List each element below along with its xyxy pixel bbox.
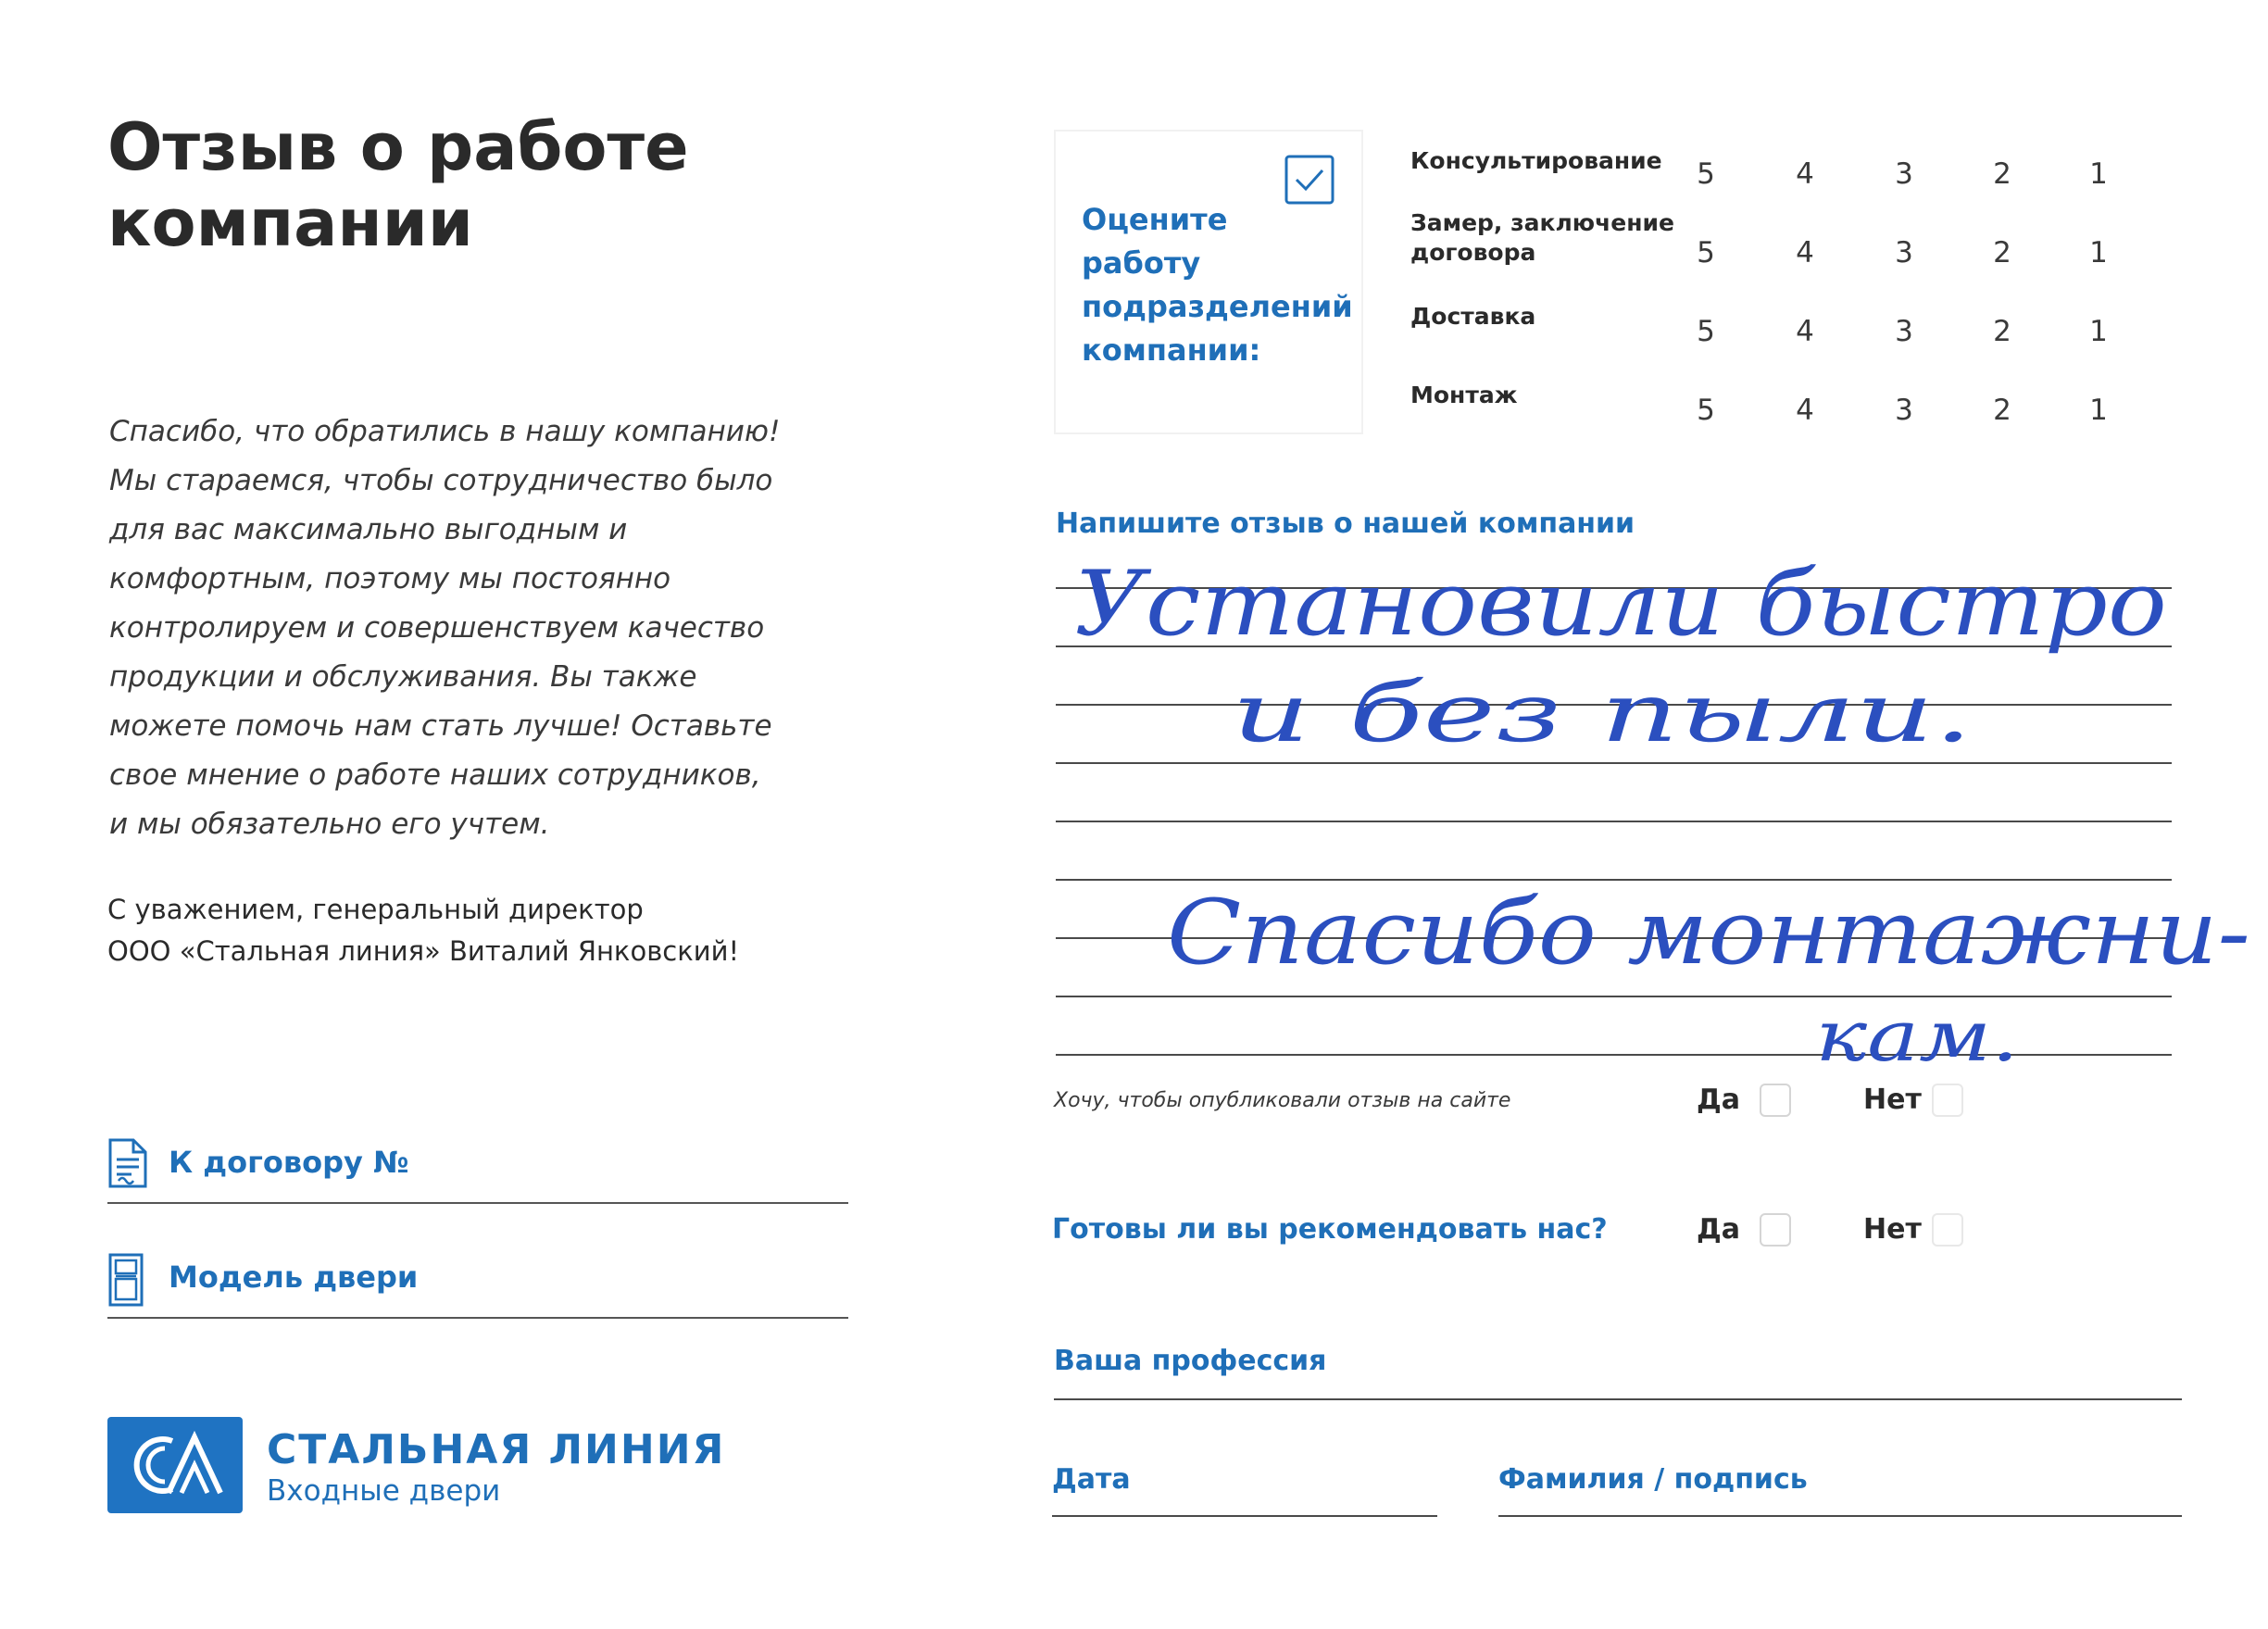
profession-label: Ваша профессия: [1054, 1345, 1327, 1377]
publish-no-label: Нет: [1863, 1084, 1922, 1116]
contract-field[interactable]: [107, 1137, 848, 1193]
profession-field[interactable]: [1054, 1398, 2182, 1400]
contract-label: К договору №: [169, 1145, 409, 1180]
recommend-yes-label: Да: [1697, 1213, 1740, 1246]
page-title-line-1: Отзыв о работе: [107, 109, 689, 185]
score-option[interactable]: 4: [1796, 236, 1814, 269]
intro-line: контролируем и совершенствуем качество: [109, 611, 765, 645]
publish-no-checkbox[interactable]: [1932, 1084, 1963, 1117]
recommend-no-label: Нет: [1863, 1213, 1922, 1246]
rating-title-line: компании:: [1082, 332, 1261, 368]
intro-text: [109, 407, 850, 849]
score-option[interactable]: 3: [1895, 394, 1913, 427]
score-option[interactable]: 4: [1796, 394, 1814, 427]
intro-line: Спасибо, что обратились в нашу компанию!: [109, 415, 781, 448]
page-title: [107, 109, 756, 261]
door-icon: [107, 1252, 144, 1312]
recommend-question: Готовы ли вы рекомендовать нас?: [1052, 1213, 1608, 1246]
handwriting-line: Установили быстро: [1074, 552, 2167, 656]
publish-question: Хочу, чтобы опубликовали отзыв на сайте: [1054, 1089, 1511, 1112]
handwriting-line: кам.: [1815, 995, 2019, 1074]
score-option[interactable]: 2: [1993, 394, 2011, 427]
category-label: Замер, заключение: [1410, 209, 1674, 236]
regards-line-1: С уважением, генеральный директор: [107, 894, 644, 925]
rating-category-delivery: [1410, 302, 1679, 332]
company-logo-icon: [107, 1417, 243, 1513]
regards-line-2: ООО «Стальная линия» Виталий Янковский!: [107, 935, 740, 967]
recommend-yes-checkbox[interactable]: [1760, 1213, 1791, 1247]
score-option[interactable]: 4: [1796, 315, 1814, 348]
score-option[interactable]: 2: [1993, 315, 2011, 348]
rating-title-line: работу: [1082, 245, 1201, 281]
intro-line: свое мнение о работе наших сотрудников,: [109, 758, 761, 792]
rating-title: [1082, 198, 1378, 372]
signature-label: Фамилия / подпись: [1498, 1463, 1808, 1496]
rating-title-line: Оцените: [1082, 202, 1228, 237]
review-handwriting[interactable]: [1056, 519, 2260, 1074]
score-option[interactable]: 1: [2089, 315, 2108, 348]
category-label: Консультирование: [1410, 147, 1662, 174]
category-label: договора: [1410, 239, 1536, 266]
intro-line: и мы обязательно его учтем.: [109, 808, 550, 841]
rating-title-line: подразделений: [1082, 289, 1353, 324]
rating-category-installation: [1410, 381, 1679, 410]
door-model-underline: [107, 1317, 848, 1319]
review-title: Напишите отзыв о нашей компании: [1056, 507, 1635, 540]
rating-category-measurement: [1410, 208, 1679, 268]
door-model-label: Модель двери: [169, 1259, 419, 1295]
score-option[interactable]: 5: [1697, 157, 1715, 191]
score-option[interactable]: 2: [1993, 236, 2011, 269]
publish-yes-label: Да: [1697, 1084, 1740, 1116]
signature-field[interactable]: [1498, 1515, 2182, 1517]
score-option[interactable]: 4: [1796, 157, 1814, 191]
publish-yes-checkbox[interactable]: [1760, 1084, 1791, 1117]
score-option[interactable]: 1: [2089, 236, 2108, 269]
score-option[interactable]: 3: [1895, 236, 1913, 269]
page-title-line-2: компании: [107, 185, 473, 261]
logo-subtitle: Входные двери: [267, 1474, 501, 1508]
intro-line: продукции и обслуживания. Вы также: [109, 660, 697, 694]
door-model-field[interactable]: [107, 1252, 848, 1308]
score-option[interactable]: 1: [2089, 157, 2108, 191]
intro-line: для вас максимально выгодным и: [109, 513, 628, 546]
score-option[interactable]: 5: [1697, 315, 1715, 348]
regards-block: [107, 889, 904, 972]
intro-line: Мы стараемся, чтобы сотрудничество было: [109, 464, 773, 497]
logo-name: СТАЛЬНАЯ ЛИНИЯ: [267, 1426, 726, 1473]
score-option[interactable]: 3: [1895, 157, 1913, 191]
category-label: Доставка: [1410, 303, 1536, 330]
score-option[interactable]: 3: [1895, 315, 1913, 348]
category-label: Монтаж: [1410, 382, 1518, 408]
rating-category-consulting: [1410, 146, 1679, 176]
date-field[interactable]: [1052, 1515, 1437, 1517]
contract-underline: [107, 1202, 848, 1204]
score-option[interactable]: 5: [1697, 236, 1715, 269]
handwriting-line: Спасибо монтажни-: [1167, 881, 2250, 984]
date-label: Дата: [1052, 1463, 1131, 1496]
score-option[interactable]: 1: [2089, 394, 2108, 427]
handwriting-line: и без пыли.: [1232, 665, 1973, 760]
intro-line: комфортным, поэтому мы постоянно: [109, 562, 671, 595]
document-icon: [107, 1137, 148, 1194]
intro-line: можете помочь нам стать лучше! Оставьте: [109, 709, 772, 743]
recommend-no-checkbox[interactable]: [1932, 1213, 1963, 1247]
score-option[interactable]: 2: [1993, 157, 2011, 191]
score-option[interactable]: 5: [1697, 394, 1715, 427]
